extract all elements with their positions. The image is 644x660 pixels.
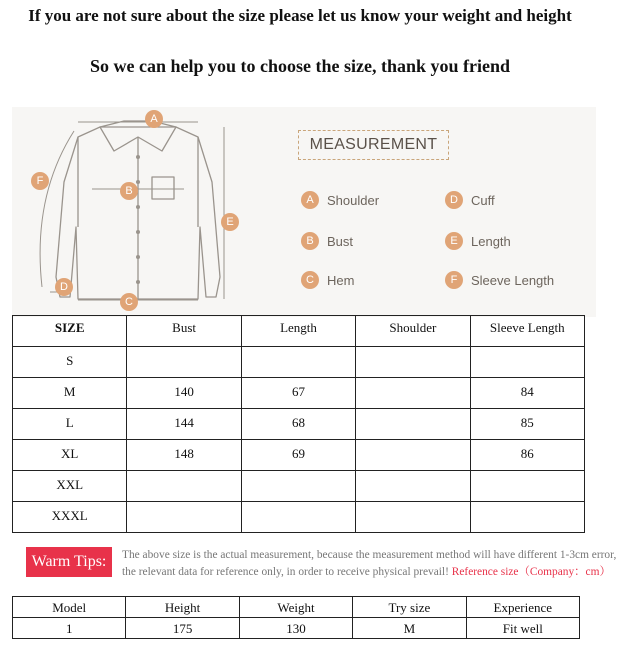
table-cell: XXL <box>13 471 127 502</box>
table-cell: 85 <box>470 409 584 440</box>
model-table-header-row <box>13 597 580 618</box>
table-cell: Fit well <box>466 618 579 639</box>
header-bust: Bust <box>127 316 241 347</box>
legend-badge-e: E <box>445 232 463 250</box>
legend-sleeve-length <box>445 271 554 289</box>
table-cell <box>470 502 584 533</box>
header-length: Length <box>241 316 355 347</box>
table-row <box>13 471 585 502</box>
badge-d-cuff: D <box>55 278 73 296</box>
badge-e-length: E <box>221 213 239 231</box>
legend-label: Sleeve Length <box>471 272 555 288</box>
table-cell <box>356 502 470 533</box>
table-cell: 69 <box>241 440 355 471</box>
table-row <box>13 409 585 440</box>
legend-label: Length <box>471 233 511 249</box>
tips-reference-size: Reference size（Company：cm） <box>451 566 611 578</box>
table-row <box>13 378 585 409</box>
table-cell <box>241 471 355 502</box>
badge-b-bust: B <box>120 182 138 200</box>
table-cell: 67 <box>241 378 355 409</box>
table-cell: 68 <box>241 409 355 440</box>
legend-hem <box>301 271 354 289</box>
table-cell: M <box>353 618 466 639</box>
badge-f-sleeve-length: F <box>31 172 49 190</box>
notice-weight-height: If you are not sure about the size please let us know your weight and height <box>28 6 572 25</box>
tips-line-2-text: the relevant data for reference only, in order to receive physical prevail! <box>122 566 449 578</box>
shirt-illustration <box>12 107 272 317</box>
table-row <box>13 502 585 533</box>
legend-length <box>445 232 511 250</box>
header-shoulder: Shoulder <box>356 316 470 347</box>
table-cell: 175 <box>126 618 239 639</box>
header-height: Height <box>126 597 239 618</box>
badge-c-hem: C <box>120 293 138 311</box>
tips-line-2 <box>122 564 642 581</box>
notice-help-choose-size: So we can help you to choose the size, thank you friend <box>89 56 511 76</box>
table-cell: 84 <box>470 378 584 409</box>
table-cell <box>470 347 584 378</box>
header-weight: Weight <box>239 597 352 618</box>
table-cell <box>356 409 470 440</box>
legend-label: Cuff <box>471 192 495 208</box>
header-size: SIZE <box>13 316 127 347</box>
legend-label: Hem <box>327 272 355 288</box>
table-cell: 1 <box>13 618 126 639</box>
table-cell <box>241 502 355 533</box>
table-cell: XL <box>13 440 127 471</box>
table-cell <box>127 471 241 502</box>
table-cell <box>356 440 470 471</box>
table-cell: 130 <box>239 618 352 639</box>
model-table <box>12 596 580 639</box>
table-cell: XXXL <box>13 502 127 533</box>
size-table <box>12 315 585 533</box>
table-cell: 140 <box>127 378 241 409</box>
legend-shoulder <box>301 191 379 209</box>
warm-tips-text <box>122 547 642 581</box>
legend-label: Bust <box>327 233 354 249</box>
header-model: Model <box>13 597 126 618</box>
table-cell: L <box>13 409 127 440</box>
table-cell <box>127 347 241 378</box>
table-row <box>13 347 585 378</box>
table-cell: 144 <box>127 409 241 440</box>
table-cell <box>356 471 470 502</box>
warm-tips-label: Warm Tips: <box>26 547 112 577</box>
legend-badge-f: F <box>445 271 463 289</box>
header-experience: Experience <box>466 597 579 618</box>
table-cell <box>356 378 470 409</box>
table-cell <box>127 502 241 533</box>
header-sleeve-length: Sleeve Length <box>470 316 584 347</box>
size-table-header-row <box>13 316 585 347</box>
legend-badge-b: B <box>301 232 319 250</box>
table-row <box>13 440 585 471</box>
table-row <box>13 618 580 639</box>
table-cell <box>470 471 584 502</box>
legend-label: Shoulder <box>327 192 380 208</box>
table-cell: 148 <box>127 440 241 471</box>
legend-bust <box>301 232 353 250</box>
legend-badge-a: A <box>301 191 319 209</box>
header-try-size: Try size <box>353 597 466 618</box>
table-cell: S <box>13 347 127 378</box>
table-cell <box>241 347 355 378</box>
badge-a-shoulder: A <box>145 110 163 128</box>
legend-cuff <box>445 191 495 209</box>
tips-line-1: The above size is the actual measurement, because the measurement method will have different 1-3cm error, <box>122 549 617 561</box>
legend-badge-c: C <box>301 271 319 289</box>
table-cell <box>356 347 470 378</box>
measurement-title: MEASUREMENT <box>298 130 449 160</box>
table-cell: M <box>13 378 127 409</box>
table-cell: 86 <box>470 440 584 471</box>
legend-badge-d: D <box>445 191 463 209</box>
